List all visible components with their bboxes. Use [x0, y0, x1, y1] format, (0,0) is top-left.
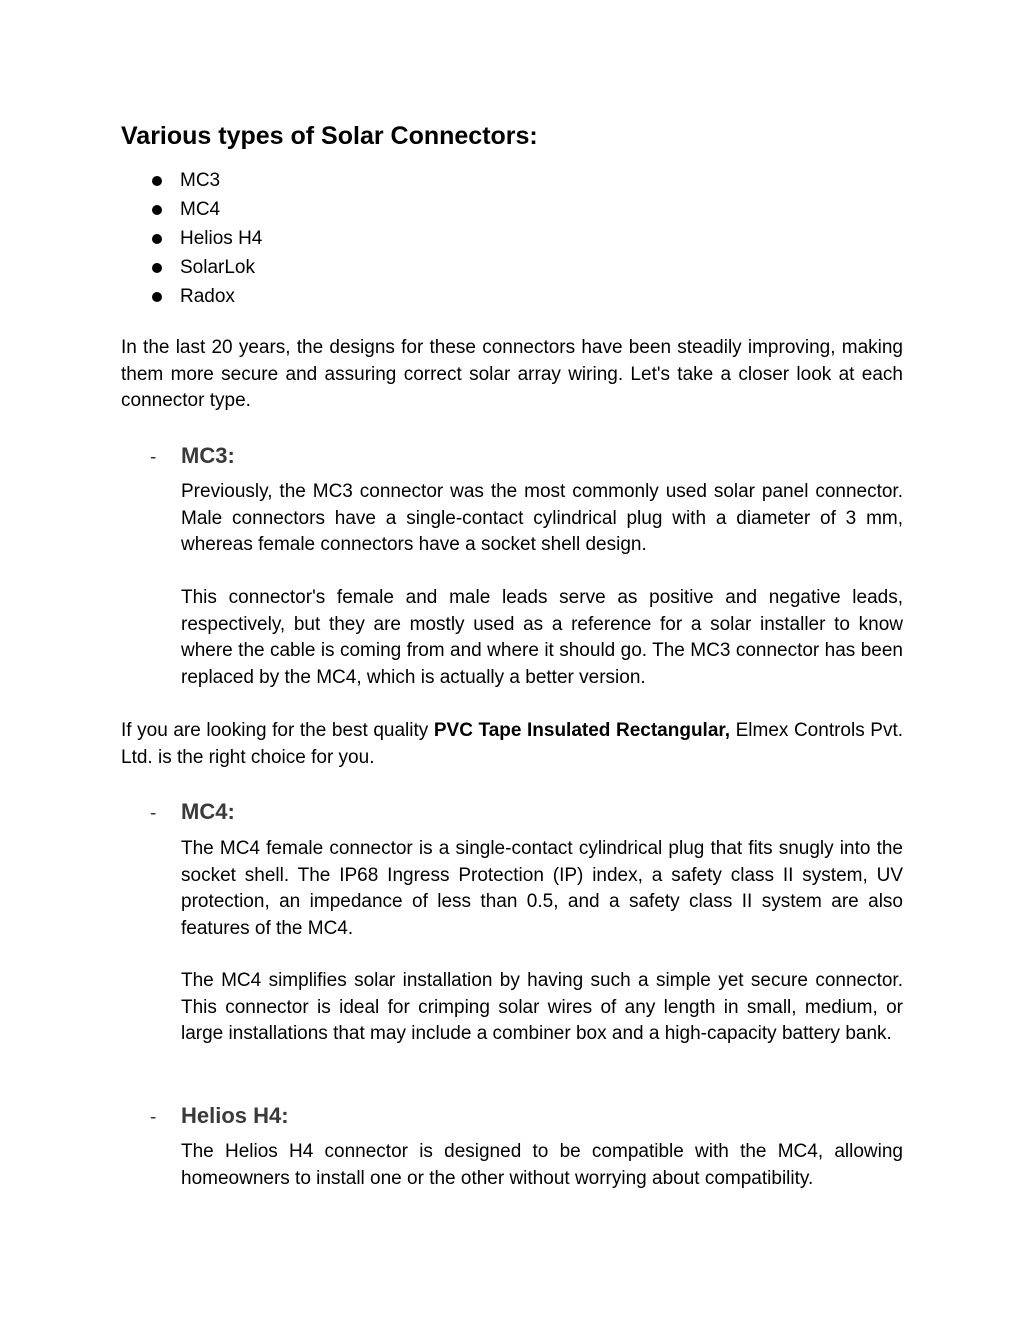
list-item: [152, 253, 262, 282]
dash-marker: -: [150, 1107, 157, 1128]
list-item-label: MC3: [180, 169, 221, 191]
list-item-label: SolarLok: [180, 256, 255, 278]
list-item-label: MC4: [180, 198, 221, 220]
dash-marker: -: [150, 803, 157, 824]
page-title: Various types of Solar Connectors:: [121, 122, 538, 150]
connector-list: [152, 166, 262, 311]
section-heading-mc4: [150, 799, 235, 825]
promo-paragraph: [121, 718, 903, 771]
section-heading-helios-h4: [150, 1103, 289, 1129]
section-title: Helios H4:: [181, 1103, 289, 1128]
section-heading-mc3: [150, 443, 235, 469]
bullet-icon: [152, 292, 162, 302]
dash-marker: -: [150, 447, 157, 468]
section-title: MC3:: [181, 443, 235, 468]
list-item: [152, 282, 262, 311]
list-item-label: Radox: [180, 285, 235, 307]
mc4-paragraph-1: The MC4 female connector is a single-contact cylindrical plug that fits snugly into the socket shell. The IP68 Ingress Protection (IP) index, a safety class II system, UV protection, an impedance of less than 0.5, and a safety class II system are also features of the MC4.: [181, 838, 903, 939]
list-item: [152, 224, 262, 253]
mc3-paragraph-1: Previously, the MC3 connector was the most commonly used solar panel connector. Male connectors have a single-contact cylindrical plug with a diameter of 3 mm, whereas female connectors have a socket shell design.: [181, 481, 903, 556]
bullet-icon: [152, 205, 162, 215]
promo-product-link[interactable]: PVC Tape Insulated Rectangular,: [433, 720, 731, 741]
bullet-icon: [152, 263, 162, 273]
promo-text-end: Elmex Controls Pvt. Ltd. is the right choice for you.: [121, 720, 904, 768]
mc3-paragraph-2: This connector's female and male leads serve as positive and negative leads, respectively, but they are mostly used as a reference for a solar installer to know where the cable is coming from and where it should go. The MC3 connector has been replaced by the MC4, which is actually a better version.: [181, 587, 903, 688]
intro-paragraph: In the last 20 years, the designs for these connectors have been steadily improving, making them more secure and assuring correct solar array wiring. Let's take a closer look at each connector type.: [121, 337, 903, 412]
bullet-icon: [152, 234, 162, 244]
bullet-icon: [152, 176, 162, 186]
helios-h4-paragraph: The Helios H4 connector is designed to be compatible with the MC4, allowing homeowners to install one or the other without worrying about compatibility.: [181, 1141, 903, 1189]
list-item: [152, 166, 262, 195]
mc4-paragraph-2: The MC4 simplifies solar installation by having such a simple yet secure connector. This connector is ideal for crimping solar wires of any length in small, medium, or large installations that may include a combiner box and a high-capacity battery bank.: [181, 970, 903, 1045]
section-title: MC4:: [181, 799, 235, 824]
promo-text-start: If you are looking for the best quality: [121, 720, 434, 741]
list-item: [152, 195, 262, 224]
list-item-label: Helios H4: [180, 227, 263, 249]
